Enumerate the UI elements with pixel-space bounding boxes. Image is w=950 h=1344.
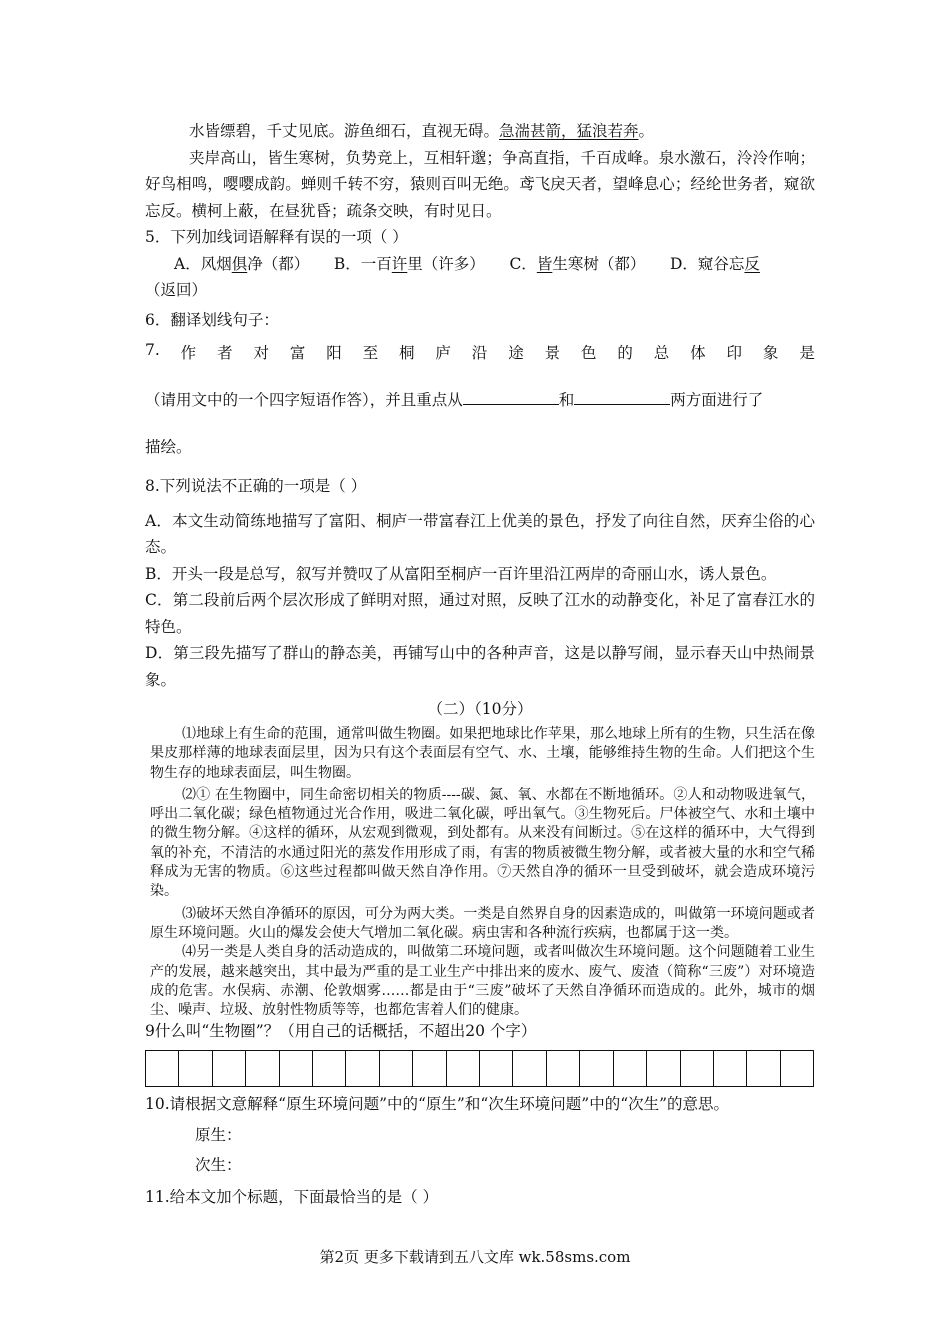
answer-grid-cell[interactable] xyxy=(213,1051,246,1086)
question-7-char: 桐 xyxy=(399,344,415,362)
text: 。 xyxy=(638,122,655,140)
answer-grid-cell[interactable] xyxy=(246,1051,279,1086)
answer-grid[interactable] xyxy=(145,1050,814,1087)
option-b: B．一百 xyxy=(333,254,392,273)
question-7-char: 体 xyxy=(690,344,706,362)
answer-grid-cell[interactable] xyxy=(614,1051,647,1086)
text: 水皆缥碧，千丈见底。游鱼细石，直视无碍。 xyxy=(189,122,500,140)
option-a-underlined: 俱 xyxy=(231,254,248,273)
question-7-char: 庐 xyxy=(435,344,451,362)
answer-grid-cell[interactable] xyxy=(413,1051,446,1086)
question-10-stem: 10.请根据文意解释“原生环境问题”中的“原生”和“次生环境问题”中的“次生”的意思。 xyxy=(145,1095,730,1114)
answer-grid-cell[interactable] xyxy=(513,1051,546,1086)
option-c: C． xyxy=(509,254,537,273)
question-7-char: 至 xyxy=(362,344,379,362)
answer-grid-cell[interactable] xyxy=(146,1051,179,1086)
question-7-line3: 描绘。 xyxy=(145,437,192,456)
question-7-line1 xyxy=(145,341,815,365)
question-7-char: 是 xyxy=(799,344,815,362)
question-5-options xyxy=(145,251,815,278)
question-7-char: 的 xyxy=(617,344,633,362)
question-7-char: 景 xyxy=(544,344,561,362)
answer-grid-cell[interactable] xyxy=(781,1051,813,1086)
section-2-title: （二）（10分） xyxy=(427,700,533,718)
section-2-passage xyxy=(145,725,815,1020)
answer-grid-cell[interactable] xyxy=(647,1051,680,1086)
answer-grid-cell[interactable] xyxy=(380,1051,413,1086)
question-8-option-c: C．第二段前后两个层次形成了鲜明对照，通过对照，反映了江水的动静变化，补足了富春江水的特色。 xyxy=(145,591,815,636)
question-7-char: 总 xyxy=(653,344,670,362)
answer-blank-1[interactable] xyxy=(463,388,559,405)
option-d-underlined: 反 xyxy=(744,254,760,273)
answer-grid-cell[interactable] xyxy=(580,1051,613,1086)
section-2-paragraph-2: ⑵① 在生物圈中，同生命密切相关的物质----碳、氮、氧、水都在不断地循环。②人和动物吸进氧气，呼出二氧化碳；绿色植物通过光合作用，吸进二氧化碳，呼出氧气。③生物死后。尸体被空气、水和土壤中的微生物分解。④这样的循环，从宏观到微观，到处都有。从来没有间断过。⑤在这样的循环中，大气得到氧的补充，不清洁的水通过阳光的蒸发作用形成了雨，有害的物质被微生物分解，或者被大量的水和空气稀释成为无害的物质。⑥这些过程都叫做天然自净作用。⑦天然自净的循环一旦受到破坏，就会造成环境污染。 xyxy=(150,786,815,900)
answer-label-cisheng: 次生： xyxy=(195,1155,242,1174)
question-9-stem: 9什么叫“生物圈”？（用自己的话概括，不超出20 个字） xyxy=(145,1022,537,1041)
answer-label-yuansheng: 原生： xyxy=(195,1125,242,1144)
question-7-char: 对 xyxy=(253,344,269,362)
answer-grid-cell[interactable] xyxy=(447,1051,480,1086)
option-b-gloss: 里（许多） xyxy=(407,254,485,273)
text: （请用文中的一个四字短语作答），并且重点从 xyxy=(145,391,463,409)
page-footer: 第2页 更多下载请到五八文库 wk.58sms.com xyxy=(319,1248,631,1266)
question-8-option-d: D．第三段先描写了群山的静态美，再铺写山中的各种声音，这是以静写闹，显示春天山中热闹景象。 xyxy=(145,644,815,689)
question-7-line2 xyxy=(145,387,815,414)
question-7-char: 作 xyxy=(180,344,197,362)
question-7-char: 阳 xyxy=(326,344,342,362)
answer-grid-cell[interactable] xyxy=(681,1051,714,1086)
option-a-gloss: 净（都） xyxy=(247,254,310,273)
passage1-paragraph1 xyxy=(145,118,815,145)
answer-grid-cell[interactable] xyxy=(179,1051,212,1086)
question-8-stem: 8.下列说法不正确的一项是（ ） xyxy=(145,477,367,495)
option-a: A．风烟 xyxy=(174,254,232,273)
passage1-paragraph2: 夹岸高山，皆生寒树，负势竞上，互相轩邈；争高直指，千百成峰。泉水激石，泠泠作响；好鸟相鸣，嘤嘤成韵。蝉则千转不穷，猿则百叫无绝。鸢飞戾天者，望峰息心；经纶世务者，窥欲忘反。横柯上蔽，在昼犹昏；疏条交映，有时见日。 xyxy=(145,148,815,220)
answer-grid-cell[interactable] xyxy=(280,1051,313,1086)
section-2-paragraph-4: ⑷另一类是人类自身的活动造成的，叫做第二环境问题，或者叫做次生环境问题。这个问题随着工业生产的发展，越来越突出，其中最为严重的是工业生产中排出来的废水、废气、废渣（简称“三废”）对环境造成的危害。水俣病、赤潮、伦敦烟雾……都是由于“三废”破坏了天然自净循环而造成的。此外，城市的烟尘、噪声、垃圾、放射性物质等等，也都危害着人们的健康。 xyxy=(150,944,815,1019)
section-2-paragraph-3: ⑶破坏天然自净循环的原因，可分为两大类。一类是自然界自身的因素造成的，叫做第一环境问题或者原生环境问题。火山的爆发会使大气增加二氧化碳。病虫害和各种流行疾病，也都属于这一类。 xyxy=(150,905,815,941)
answer-grid-cell[interactable] xyxy=(480,1051,513,1086)
question-7-char: 沿 xyxy=(471,344,488,362)
answer-blank-2[interactable] xyxy=(574,388,670,405)
question-8-option-a: A．本文生动简练地描写了富阳、桐庐一带富春江上优美的景色，抒发了向往自然，厌弃尘俗的心态。 xyxy=(145,511,815,556)
question-5-option-d-gloss: （返回） xyxy=(145,281,208,299)
question-8-option-b: B．开头一段是总写，叙写并赞叹了从富阳至桐庐一百许里沿江两岸的奇丽山水，诱人景色。 xyxy=(145,564,777,583)
option-c-gloss: 生寒树（都） xyxy=(552,254,646,273)
question-5-stem: 5．下列加线词语解释有误的一项（ ） xyxy=(145,228,408,246)
question-7-char: 7. xyxy=(145,341,160,359)
answer-grid-cell[interactable] xyxy=(547,1051,580,1086)
answer-grid-cell[interactable] xyxy=(313,1051,346,1086)
option-c-underlined: 皆 xyxy=(536,254,553,273)
underlined-sentence: 急湍甚箭，猛浪若奔 xyxy=(499,122,639,140)
question-11-stem: 11.给本文加个标题，下面最恰当的是（ ） xyxy=(145,1187,439,1206)
text: 和 xyxy=(558,391,575,409)
document-body xyxy=(145,118,815,1210)
answer-grid-cell[interactable] xyxy=(747,1051,780,1086)
answer-grid-cell[interactable] xyxy=(714,1051,747,1086)
question-7-char: 者 xyxy=(217,344,233,362)
question-7-char: 色 xyxy=(580,344,597,362)
option-b-underlined: 许 xyxy=(391,254,408,273)
section-2-paragraph-1: ⑴地球上有生命的范围，通常叫做生物圈。如果把地球比作苹果，那么地球上所有的生物，只生活在像果皮那样薄的地球表面层里，因为只有这个表面层有空气、水、土壤，能够维持生物的生命。人们把这个生物生存的地球表面层，叫生物圈。 xyxy=(150,726,815,781)
text: 两方面进行了 xyxy=(670,391,764,409)
option-d: D．窥谷忘 xyxy=(669,254,745,273)
question-7-char: 象 xyxy=(762,344,779,362)
question-7-char: 印 xyxy=(726,344,743,362)
question-7-char: 富 xyxy=(289,344,306,362)
answer-grid-cell[interactable] xyxy=(346,1051,379,1086)
question-7-char: 途 xyxy=(508,344,524,362)
question-6-stem: 6．翻译划线句子： xyxy=(145,310,279,329)
